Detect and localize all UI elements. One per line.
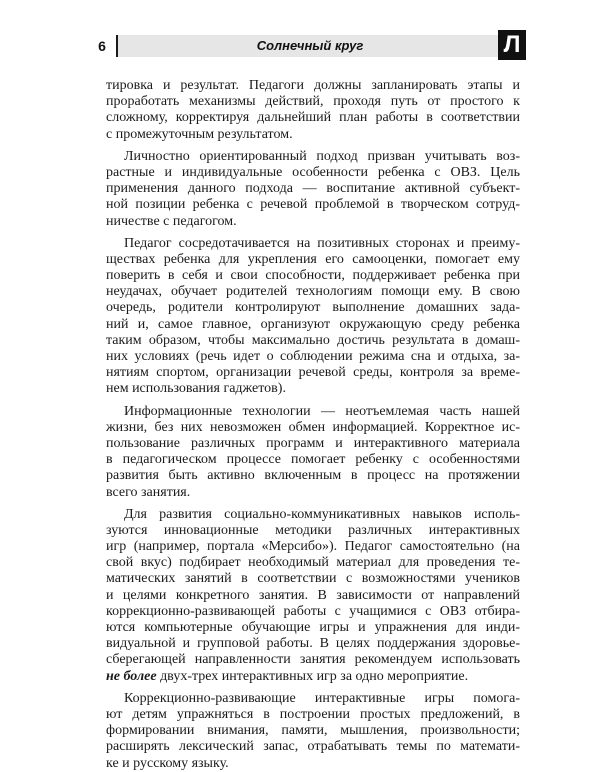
logo-letter: Л — [503, 31, 521, 58]
text-line: нятиям спортом, организации речевой среды, контроля за време- — [106, 365, 520, 381]
text-line: Коррекционно-развивающие интерактивные игры помога- — [124, 690, 520, 706]
text-line: них условиях (речь идет о соблюдении режима сна и отдыха, за- — [106, 349, 520, 364]
text-line: ке и русскому языку. — [106, 755, 229, 771]
section-logo — [498, 30, 526, 60]
text-line: неудачах, обучает родителей технологиям помощи ему. В свою — [106, 284, 520, 300]
body-text — [106, 78, 520, 772]
text-line: в педагогическом процессе помогает ребенку с особенностями — [106, 452, 520, 468]
text-line: матических занятий в соответствии с возможностями учеников — [106, 571, 520, 587]
text-line: всего занятия. — [106, 484, 191, 500]
text-line: ются компьютерные обучающие игры и упражнения для инди- — [106, 620, 520, 635]
text-line: очередь, родители контролируют выполнение домашних зада- — [106, 300, 520, 316]
text-line: поверить в себя и свои способности, поддерживает ребенка при — [106, 268, 520, 284]
text-line: ществах ребенка для укрепления его самооценки, помогает ему — [106, 251, 520, 267]
text-line: Педагог сосредотачивается на позитивных сторонах и преиму- — [124, 235, 520, 251]
text-line: развития быть активно включенным в процесс на протяжении — [106, 468, 520, 484]
text-line: с промежуточным результатом. — [106, 126, 293, 142]
text-line: растные и индивидуальные особенности ребенка с ОВЗ. Цель — [106, 164, 520, 180]
text-line: свой вкус) подбирает необходимый материал для проведения те- — [106, 555, 520, 571]
text-line: расширять лексический запас, отрабатывать темы по математи- — [106, 739, 520, 755]
chapter-title: Солнечный круг — [256, 38, 364, 53]
text-line: зуются инновационные методики различных интерактивных — [106, 522, 520, 538]
text-line: видуальной и групповой работы. В целях поддержания здоровье- — [106, 636, 520, 652]
text-line: коррекционно-развивающей работы с учащимися с ОВЗ отбира- — [106, 603, 520, 619]
text-line: сложному, корректируя дальнейший план работы в соответствии — [106, 110, 520, 126]
text-line: ной позиции ребенка с речевой проблемой в творческом сотруд- — [106, 197, 520, 213]
text-fragment: двух-трех интерактивных игр за одно мероприятие. — [156, 668, 469, 684]
text-line: Информационные технологии — неотъемлемая часть нашей — [124, 403, 520, 419]
text-line: ют детям упражняться в построении простых предложений, в — [106, 706, 520, 722]
text-line: ничестве с педагогом. — [106, 213, 237, 229]
text-line: ний и, самое главное, организуют окружающую среду ребенка — [106, 316, 520, 332]
text-line: игр (например, портала «Мерсибо»). Педагог самостоятельно (на — [106, 539, 520, 555]
text-line: таким образом, чтобы максимально достичь результата в домаш- — [106, 332, 520, 348]
running-header — [88, 30, 522, 60]
text-line: сберегающей направленности занятия рекомендуем использовать — [106, 652, 520, 668]
text-line: жизни, без них невозможен обмен информацией. Корректное ис- — [106, 419, 520, 435]
text-line: тировка и результат. Педагоги должны запланировать этапы и — [106, 78, 520, 93]
text-line: применения данного подхода — воспитание активной субъект- — [106, 181, 520, 197]
text-line: Для развития социально-коммуникативных навыков исполь- — [124, 506, 520, 522]
text-line: формировании внимания, памяти, мышления, произвольности; — [106, 723, 520, 739]
text-line: нем использования гаджетов). — [106, 381, 286, 397]
text-line: проработать механизмы действий, проходя путь от простого к — [106, 94, 520, 110]
text-line: Личностно ориентированный подход призван учитывать воз- — [124, 148, 520, 164]
emphasis-text: не более — [106, 668, 157, 684]
page-number: 6 — [98, 38, 106, 54]
text-line: пользование различных программ и интерактивного материала — [106, 435, 520, 451]
text-line — [106, 669, 520, 685]
text-line: и целями конкретного занятия. В зависимости от направлений — [106, 587, 520, 603]
page-number-box — [88, 35, 118, 57]
